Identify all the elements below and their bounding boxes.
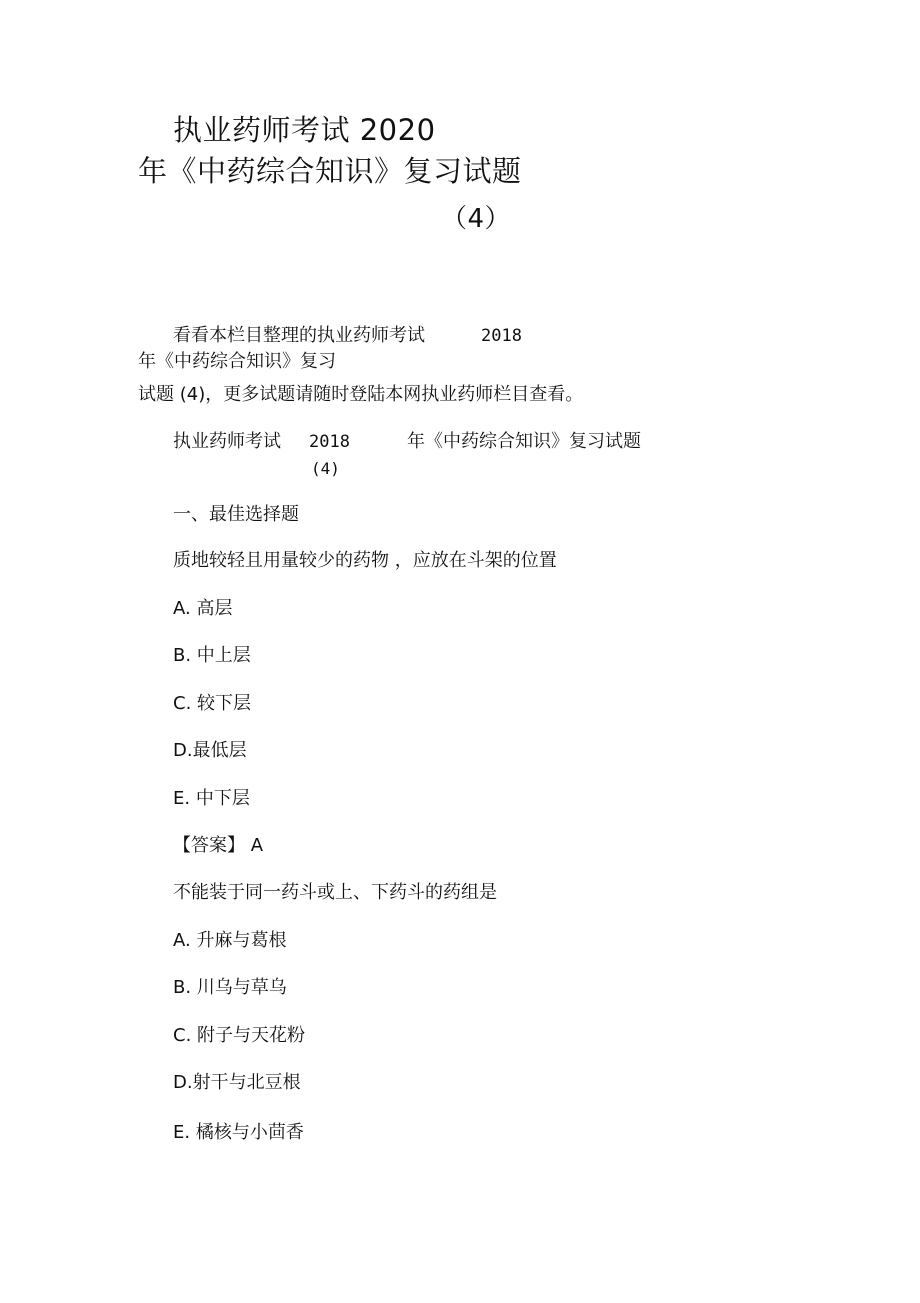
question-2-option-b: B. 川乌与草乌 — [173, 977, 287, 998]
question-1-option-b: B. 中上层 — [173, 645, 251, 666]
question-2-option-d: D.射干与北豆根 — [173, 1072, 301, 1093]
subtitle-year: 2018 — [309, 432, 350, 452]
question-1-option-c: C. 较下层 — [173, 693, 252, 714]
section-heading: 一、最佳选择题 — [173, 504, 299, 525]
intro-line-2: 年《中药综合知识》复习 — [138, 351, 336, 372]
doc-title-line-2: 年《中药综合知识》复习试题 — [138, 154, 522, 188]
question-1-option-e: E. 中下层 — [173, 788, 250, 809]
question-1-option-a: A. 高层 — [173, 598, 233, 619]
question-1-stem: 质地较轻且用量较少的药物 ，应放在斗架的位置 — [173, 550, 557, 571]
question-2-option-c: C. 附子与天花粉 — [173, 1025, 306, 1046]
intro-line-1-text: 看看本栏目整理的执业药师考试 — [173, 325, 425, 346]
question-2-option-e: E. 橘核与小茴香 — [173, 1122, 304, 1143]
intro-line-1-year: 2018 — [481, 326, 522, 346]
doc-title-line-3: （4） — [441, 204, 512, 234]
doc-title-line-1: 执业药师考试 2020 — [173, 113, 436, 147]
subtitle-part-1: 执业药师考试 — [173, 431, 281, 452]
subtitle-part-2: 年《中药综合知识》复习试题 — [407, 431, 641, 452]
question-1-answer: 【答案】 A — [173, 835, 264, 856]
question-1-option-d: D.最低层 — [173, 740, 247, 761]
subtitle-number: (4) — [311, 459, 340, 478]
intro-line-3: 试题 (4)，更多试题请随时登陆本网执业药师栏目查看。 — [138, 384, 584, 405]
question-2-option-a: A. 升麻与葛根 — [173, 930, 287, 951]
question-2-stem: 不能装于同一药斗或上、下药斗的药组是 — [173, 882, 497, 903]
